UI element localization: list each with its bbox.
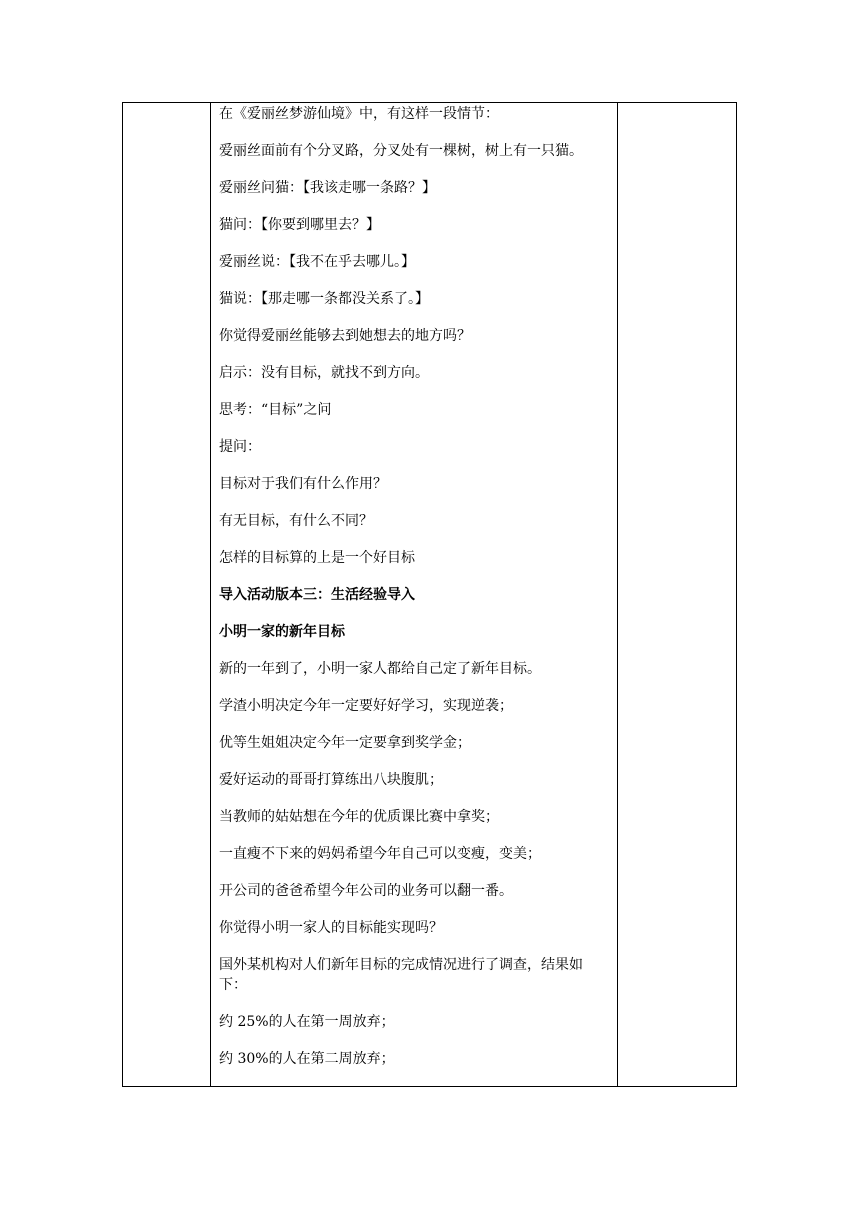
paragraph: 怎样的目标算的上是一个好目标 [219,550,415,566]
paragraph: 约 30%的人在第二周放弃； [219,1051,395,1067]
paragraph: 一直瘦不下来的妈妈希望今年自己可以变瘦，变美； [219,846,541,862]
paragraph: 猫说：【那走哪一条都没关系了。】 [219,291,429,307]
table-row [123,103,737,1087]
content-cell [211,103,618,1087]
paragraph-list [219,104,609,1069]
paragraph: 国外某机构对人们新年目标的完成情况进行了调查，结果如下： [219,957,583,993]
paragraph: 启示：没有目标，就找不到方向。 [219,365,429,381]
paragraph: 爱丽丝面前有个分叉路，分叉处有一棵树，树上有一只猫。 [219,143,583,159]
paragraph: 你觉得小明一家人的目标能实现吗？ [219,920,443,936]
paragraph: 开公司的爸爸希望今年公司的业务可以翻一番。 [219,883,513,899]
paragraph: 思考：“目标”之问 [219,402,332,418]
paragraph: 目标对于我们有什么作用？ [219,476,387,492]
paragraph: 提问： [219,439,261,455]
lesson-plan-table [122,102,737,1087]
paragraph: 学渣小明决定今年一定要好好学习，实现逆袭； [219,698,513,714]
paragraph: 有无目标，有什么不同？ [219,513,373,529]
right-empty-cell [618,103,737,1087]
paragraph: 新的一年到了，小明一家人都给自己定了新年目标。 [219,661,541,677]
paragraph: 猫问：【你要到哪里去？】 [219,217,380,233]
paragraph: 当教师的姑姑想在今年的优质课比赛中拿奖； [219,809,499,825]
paragraph: 你觉得爱丽丝能够去到她想去的地方吗？ [219,328,471,344]
section-heading: 小明一家的新年目标 [219,624,345,640]
left-empty-cell [123,103,211,1087]
paragraph: 爱丽丝问猫：【我该走哪一条路？】 [219,180,436,196]
paragraph: 优等生姐姐决定今年一定要拿到奖学金； [219,735,471,751]
paragraph: 爱丽丝说：【我不在乎去哪儿。】 [219,254,415,270]
section-heading: 导入活动版本三：生活经验导入 [219,587,415,603]
paragraph: 约 25%的人在第一周放弃； [219,1014,395,1030]
paragraph: 在《爱丽丝梦游仙境》中，有这样一段情节： [219,106,499,122]
paragraph: 爱好运动的哥哥打算练出八块腹肌； [219,772,443,788]
